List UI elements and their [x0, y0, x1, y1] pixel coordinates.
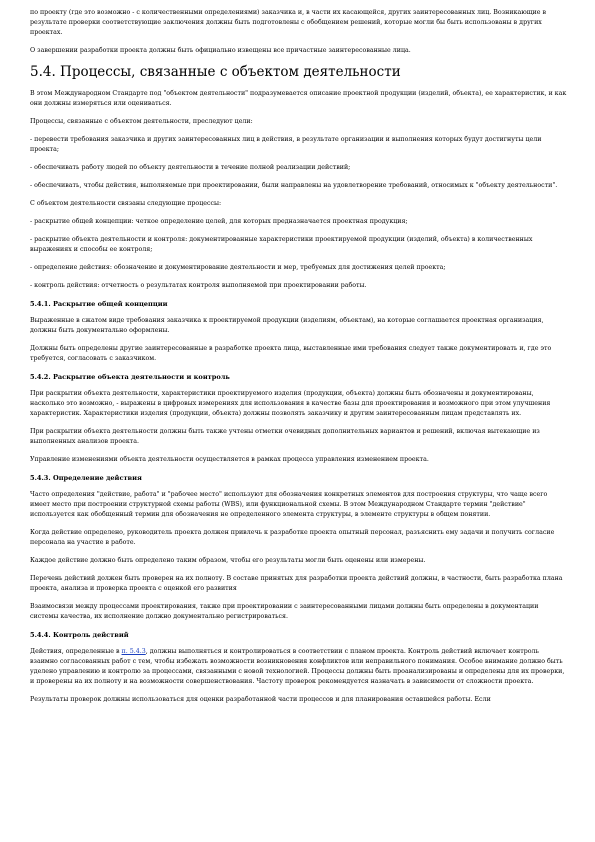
intro-paragraph: О завершении разработки проекта должны быть официально извещены все причастные заинтересованные лица. — [30, 47, 411, 54]
section-title: 5.4. Процессы, связанные с объектом деятельности — [30, 64, 401, 80]
text-run: , должны выполняться и контролироваться в соответствии с планом проекта. Контроль действий включает контроль взаимно согласованных работ с тем, чтобы избежать возможности возникновения конфликтов или неправильного понимания. Особое внимание должно быть уделено управлению и контролю за процессами, связанными с новой технологией. Процессы должны быть проанализированы и определены для их проверки, и проверены на их полноту и на возможности совершенствования. Частоту проверок рекомендуется назначать в зависимости от сложности проекта. — [30, 648, 565, 685]
paragraph: В этом Международном Стандарте под "объектом деятельности" подразумевается описание проектной продукции (изделий, объекта), ее характеристик, и как они должны измеряться или оцениваться. — [30, 90, 567, 107]
subsection-heading: 5.4.4. Контроль действий — [30, 631, 129, 639]
document-body — [30, 8, 568, 713]
intro-paragraph: по проекту (где это возможно - с количественными определениями) заказчика и, в части их касающейся, других заинтересованных лиц. Возникающие в результате проверки соответствующие заключения должны быть подготовлены с обобщением решений, которые могли бы быть использованы в других проектах. — [30, 9, 547, 36]
subsection-heading: 5.4.3. Определение действия — [30, 474, 142, 482]
paragraph: При раскрытии объекта деятельности должны быть также учтены отметки очевидных дополнительных вариантов и решений, включая вытекающие из выполненных анализов проекта. — [30, 428, 540, 445]
list-item: - обеспечивать работу людей по объекту деятельности в течение полной реализации действий; — [30, 164, 351, 171]
paragraph: Выраженные в сжатом виде требования заказчика к проектируемой продукции (изделиям, объектам), на которые соглашается проектная организация, должны быть документально оформлены. — [30, 317, 544, 334]
list-item: - определение действия: обозначение и документирование деятельности и мер, требуемых для достижения целей проекта; — [30, 264, 446, 271]
paragraph: Управление изменениями объекта деятельности осуществляется в рамках процесса управления изменением проекта. — [30, 456, 429, 463]
paragraph: С объектом деятельности связаны следующие процессы: — [30, 200, 222, 207]
paragraph: Результаты проверок должны использоваться для оценки разработанной части процессов и для планирования оставшейся работы. Если — [30, 696, 491, 703]
paragraph — [30, 647, 568, 687]
section-reference-link[interactable]: п. 5.4.3 — [121, 648, 146, 655]
paragraph: Взаимосвязи между процессами проектирования, также при проектировании с заинтересованными лицами должны быть определены в документации системы качества, их исполнение должно документально регистрироваться. — [30, 603, 539, 620]
paragraph: При раскрытии объекта деятельности, характеристики проектируемого изделия (продукции, объекта) должны быть обозначены и документированы, насколько это возможно, - выражены в цифровых измерениях для использования в качестве базы для проектирования и возможного при этом улучшения характеристик. Характеристики изделия (продукции, объекта) должны позволять заказчику и другим заинтересованным лицам представлять их. — [30, 390, 551, 417]
text-run: Действия, определенные в — [30, 648, 122, 655]
paragraph: Когда действие определено, руководитель проекта должен привлечь к разработке проекта опытный персонал, разъяснить ему задачи и получить согласие персонала на участие в работе. — [30, 529, 555, 546]
paragraph: Часто определения "действие, работа" и "рабочее место" используют для обозначения конкретных элементов для построения структуры, что чаще всего имеет место при построении структурной схемы работы (WBS), или функциональной схемы. В этом Международном Стандарте термин "действие" используется как обобщенный термин для обозначения не определенного элемента структуры, в элементе структуры в общем понятии. — [30, 491, 548, 518]
subsection-heading: 5.4.2. Раскрытие объекта деятельности и контроль — [30, 373, 230, 381]
paragraph: Процессы, связанные с объектом деятельности, преследуют цели: — [30, 118, 253, 125]
list-item: - контроль действия: отчетность о результатах контроля выполняемой при проектировании работы. — [30, 282, 367, 289]
list-item: - перевести требования заказчика и других заинтересованных лиц в действия, в результате организации и выполнения которых будут достигнуты цели проекта; — [30, 136, 542, 153]
paragraph: Перечень действий должен быть проверен на их полноту. В составе принятых для разработки проекта действий должны, в частности, быть разработка плана проекта, анализа и проверка проекта с оценкой его развития — [30, 575, 563, 592]
list-item: - обеспечивать, чтобы действия, выполняемые при проектировании, были направлены на удовлетворение требований, относимых к "объекту деятельности". — [30, 182, 558, 189]
list-item: - раскрытие объекта деятельности и контроля: документированные характеристики проектируемой продукции (изделий, объекта) в количественных выражениях и способы ее контроля; — [30, 236, 533, 253]
subsection-heading: 5.4.1. Раскрытие общей концепции — [30, 300, 168, 308]
paragraph: Каждое действие должно быть определено таким образом, чтобы его результаты могли быть оценены или измерены. — [30, 557, 426, 564]
list-item: - раскрытие общей концепции: четкое определение целей, для которых предназначается проектная продукция; — [30, 218, 408, 225]
paragraph: Должны быть определены другие заинтересованные в разработке проекта лица, выставленные ими требования следует также документировать и, где это требуется, согласовать с заказчиком. — [30, 345, 552, 362]
